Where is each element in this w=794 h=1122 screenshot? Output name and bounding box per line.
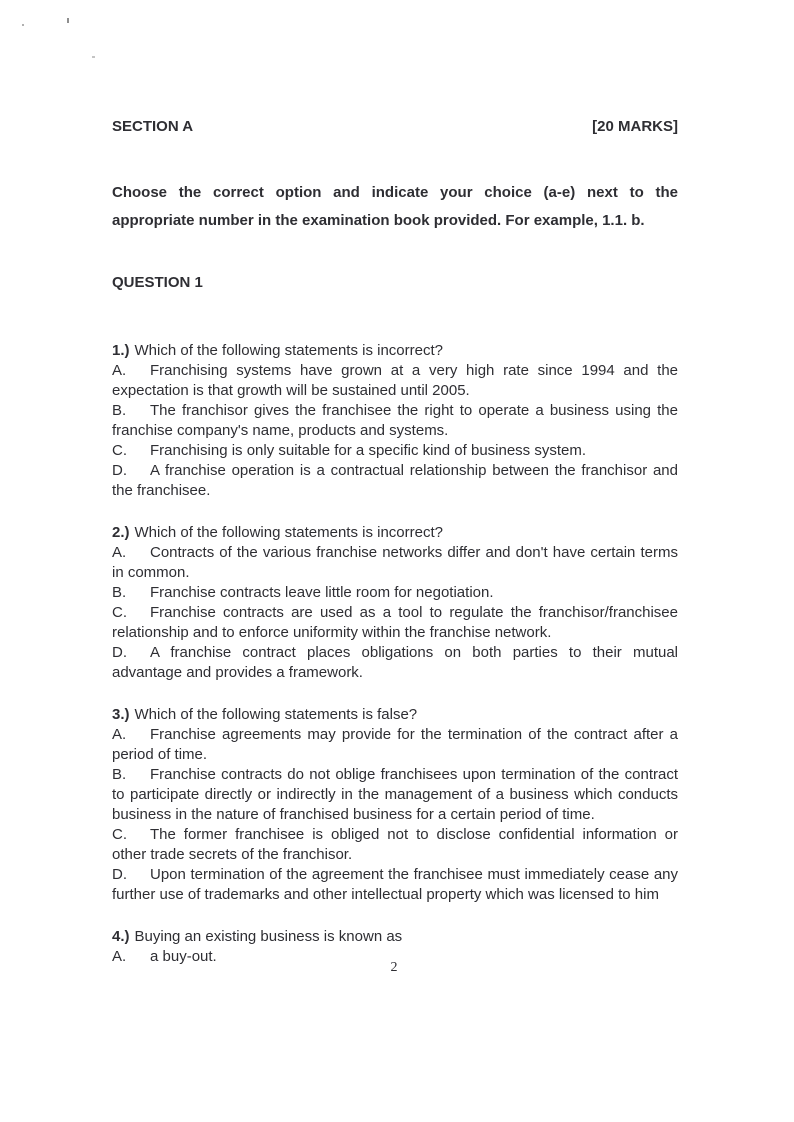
document-header — [112, 117, 678, 137]
question-number: 2.) — [112, 524, 130, 541]
question-text: Buying an existing business is known as — [134, 928, 403, 945]
question-block-3 — [112, 705, 678, 905]
option-text: Contracts of the various franchise networks differ and don't have certain terms in common. — [112, 544, 678, 581]
option-text: Franchise contracts do not oblige franchisees upon termination of the contract to participate directly or indirectly in the management of a business which conducts business in the nature of franchised business for a certain period of time. — [112, 766, 678, 823]
option-letter: C. — [112, 442, 127, 459]
scan-artifact — [67, 18, 69, 23]
option-text: Upon termination of the agreement the franchisee must immediately cease any further use of trademarks and other intellectual property which was licensed to him — [112, 866, 678, 903]
option-letter: A. — [112, 726, 127, 743]
question-number: 3.) — [112, 706, 130, 723]
option-row — [112, 441, 678, 461]
question-stem — [112, 705, 678, 725]
option-letter: D. — [112, 462, 127, 479]
section-label: SECTION A — [112, 118, 194, 135]
page-number: 2 — [390, 960, 398, 975]
option-letter: D. — [112, 644, 127, 661]
option-letter: A. — [112, 948, 127, 965]
question-stem — [112, 927, 678, 947]
question-text: Which of the following statements is incorrect? — [134, 342, 443, 359]
option-letter: A. — [112, 544, 127, 561]
option-letter: C. — [112, 826, 127, 843]
option-letter: B. — [112, 402, 127, 419]
option-row — [112, 583, 678, 603]
option-row — [112, 401, 678, 441]
question-stem — [112, 341, 678, 361]
option-letter: D. — [112, 866, 127, 883]
option-text: a buy-out. — [150, 948, 217, 965]
question-stem — [112, 523, 678, 543]
question-heading: QUESTION 1 — [112, 274, 203, 291]
option-letter: B. — [112, 766, 127, 783]
option-row — [112, 543, 678, 583]
option-text: The former franchisee is obliged not to disclose confidential information or other trade secrets of the franchisor. — [112, 826, 678, 863]
option-text: A franchise contract places obligations on both parties to their mutual advantage and provides a framework. — [112, 644, 678, 681]
option-row — [112, 603, 678, 643]
option-text: Franchising systems have grown at a very high rate since 1994 and the expectation is that growth will be sustained until 2005. — [112, 362, 678, 399]
option-row — [112, 725, 678, 765]
option-text: Franchise contracts are used as a tool to regulate the franchisor/franchisee relationship and to enforce uniformity within the franchise network. — [112, 604, 678, 641]
option-row — [112, 643, 678, 683]
option-text: Franchise contracts leave little room for negotiation. — [150, 584, 494, 601]
question-text: Which of the following statements is incorrect? — [134, 524, 443, 541]
scan-artifact — [22, 24, 24, 26]
question-block-1 — [112, 341, 678, 501]
question-text: Which of the following statements is false? — [134, 706, 418, 723]
option-letter: A. — [112, 362, 127, 379]
instructions-text: Choose the correct option and indicate your choice (a-e) next to the appropriate number in the examination book provided. For example, 1.1. b. — [112, 184, 678, 229]
question-number: 1.) — [112, 342, 130, 359]
option-letter: B. — [112, 584, 127, 601]
option-row — [112, 765, 678, 825]
option-row — [112, 461, 678, 501]
option-text: Franchising is only suitable for a specific kind of business system. — [150, 442, 587, 459]
option-letter: C. — [112, 604, 127, 621]
option-text: A franchise operation is a contractual relationship between the franchisor and the franchisee. — [112, 462, 678, 499]
option-row — [112, 361, 678, 401]
option-row — [112, 865, 678, 905]
scan-artifact — [92, 56, 95, 58]
question-number: 4.) — [112, 928, 130, 945]
marks-label: [20 MARKS] — [592, 118, 678, 135]
option-text: Franchise agreements may provide for the termination of the contract after a period of time. — [112, 726, 678, 763]
question-block-2 — [112, 523, 678, 683]
option-row — [112, 825, 678, 865]
option-text: The franchisor gives the franchisee the right to operate a business using the franchise company's name, products and systems. — [112, 402, 678, 439]
